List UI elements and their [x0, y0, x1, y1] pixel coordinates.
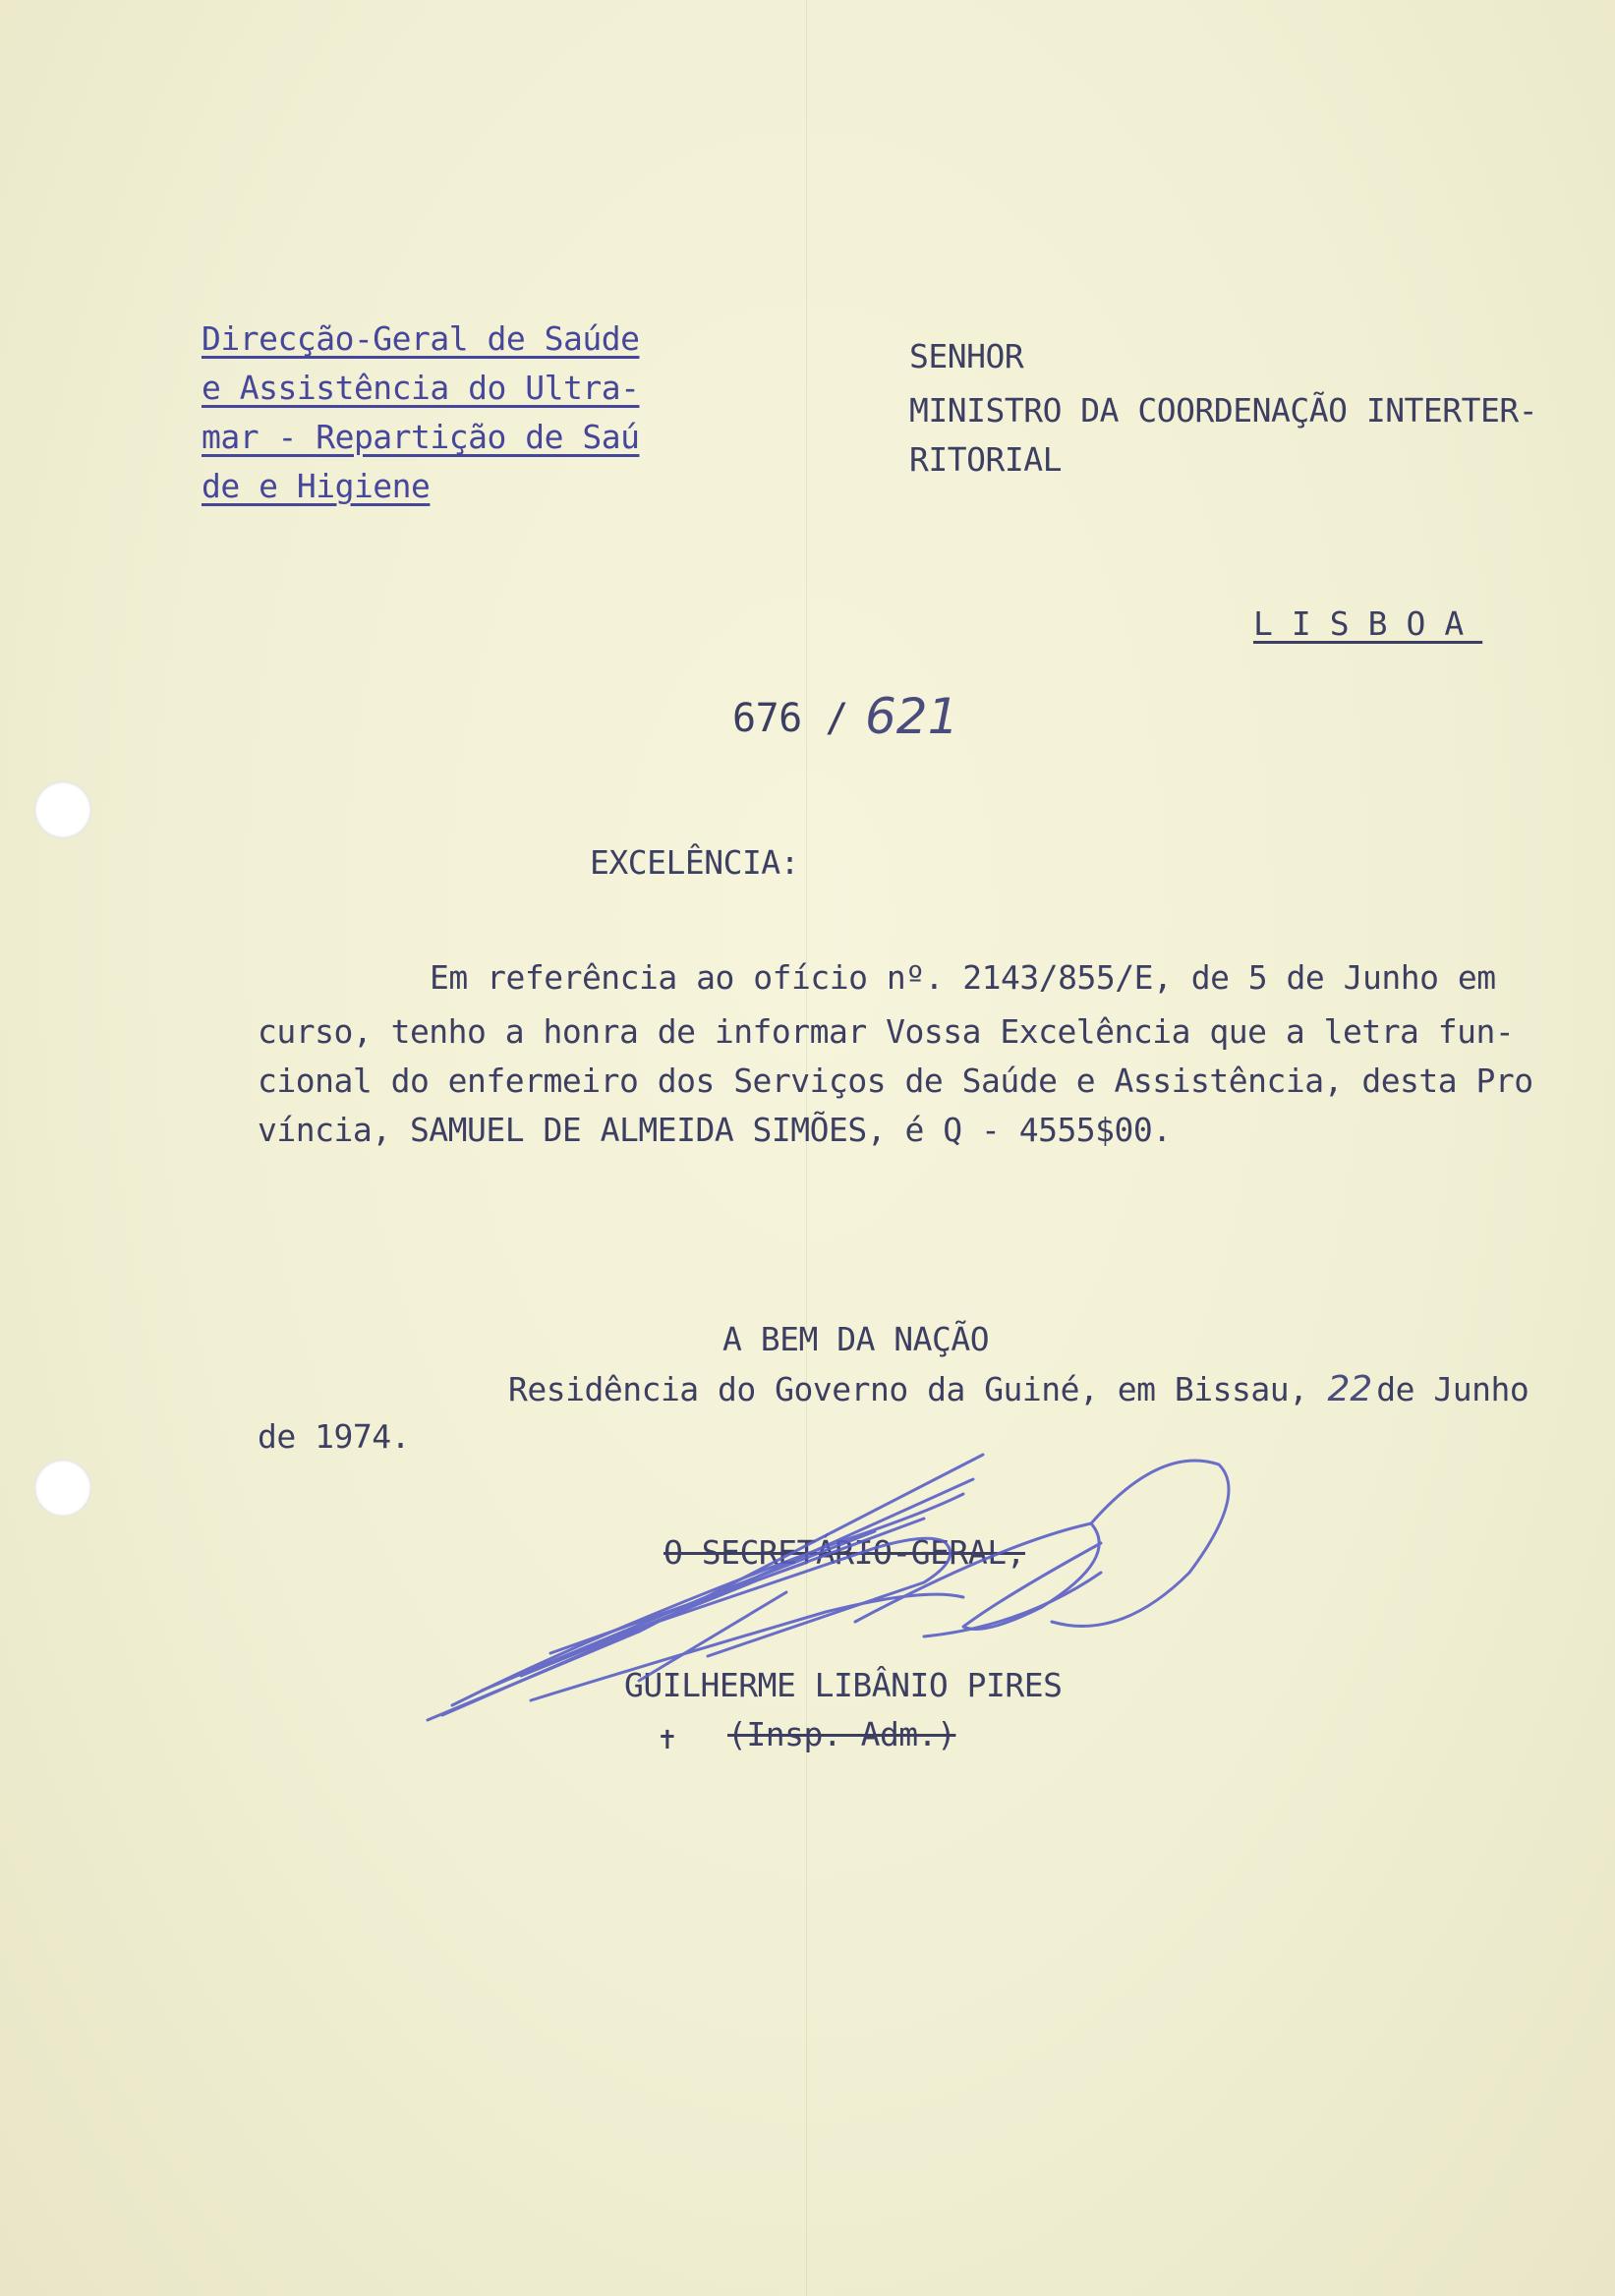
punch-hole-bottom: [34, 1460, 91, 1517]
addressee-line-1: MINISTRO DA COORDENAÇÃO INTERTER-: [909, 391, 1538, 430]
closing-place-before: Residência do Governo da Guiné, em Bissau,: [508, 1370, 1308, 1408]
signatory-name: GUILHERME LIBÂNIO PIRES: [624, 1666, 1063, 1704]
reference-handwritten: 621: [865, 688, 959, 745]
reference-typed: 676 /: [732, 696, 848, 741]
signatory-rank: (Insp. Adm.): [727, 1715, 956, 1753]
addressee-line-2: RITORIAL: [909, 440, 1062, 479]
closing-day-handwritten: 22: [1327, 1369, 1373, 1409]
handwritten-signature: [413, 1425, 1258, 1750]
body-line-2: curso, tenho a honra de informar Vossa Excelência que a letra fun-: [258, 1012, 1515, 1051]
body-line-3: cional do enfermeiro dos Serviços de Saúde e Assistência, desta Pro: [258, 1062, 1533, 1100]
punch-hole-top: [34, 781, 91, 838]
addressee-city: LISBOA: [1253, 604, 1483, 643]
signatory-title: O SECRETÁRIO-GERAL,: [663, 1533, 1025, 1572]
letterhead-line-1: Direcção-Geral de Saúde: [202, 319, 640, 358]
body-line-1: Em referência ao ofício nº. 2143/855/E, de 5 de Junho em: [430, 958, 1496, 997]
closing-year-line: de 1974.: [258, 1417, 410, 1456]
closing-place-after: de Junho: [1376, 1370, 1529, 1408]
letterhead-line-3: mar - Repartição de Saú: [202, 418, 640, 456]
closing-motto: A BEM DA NAÇÃO: [722, 1320, 990, 1358]
addressee-title: SENHOR: [909, 337, 1024, 375]
closing-place-line: [508, 1369, 1528, 1409]
letterhead-line-4: de e Higiene: [202, 467, 431, 505]
letterhead-line-2: e Assistência do Ultra-: [202, 369, 640, 407]
body-line-4: víncia, SAMUEL DE ALMEIDA SIMÕES, é Q - 4555$00.: [258, 1111, 1172, 1149]
cross-mark: ✝: [659, 1722, 676, 1756]
greeting: EXCELÊNCIA:: [590, 843, 800, 882]
